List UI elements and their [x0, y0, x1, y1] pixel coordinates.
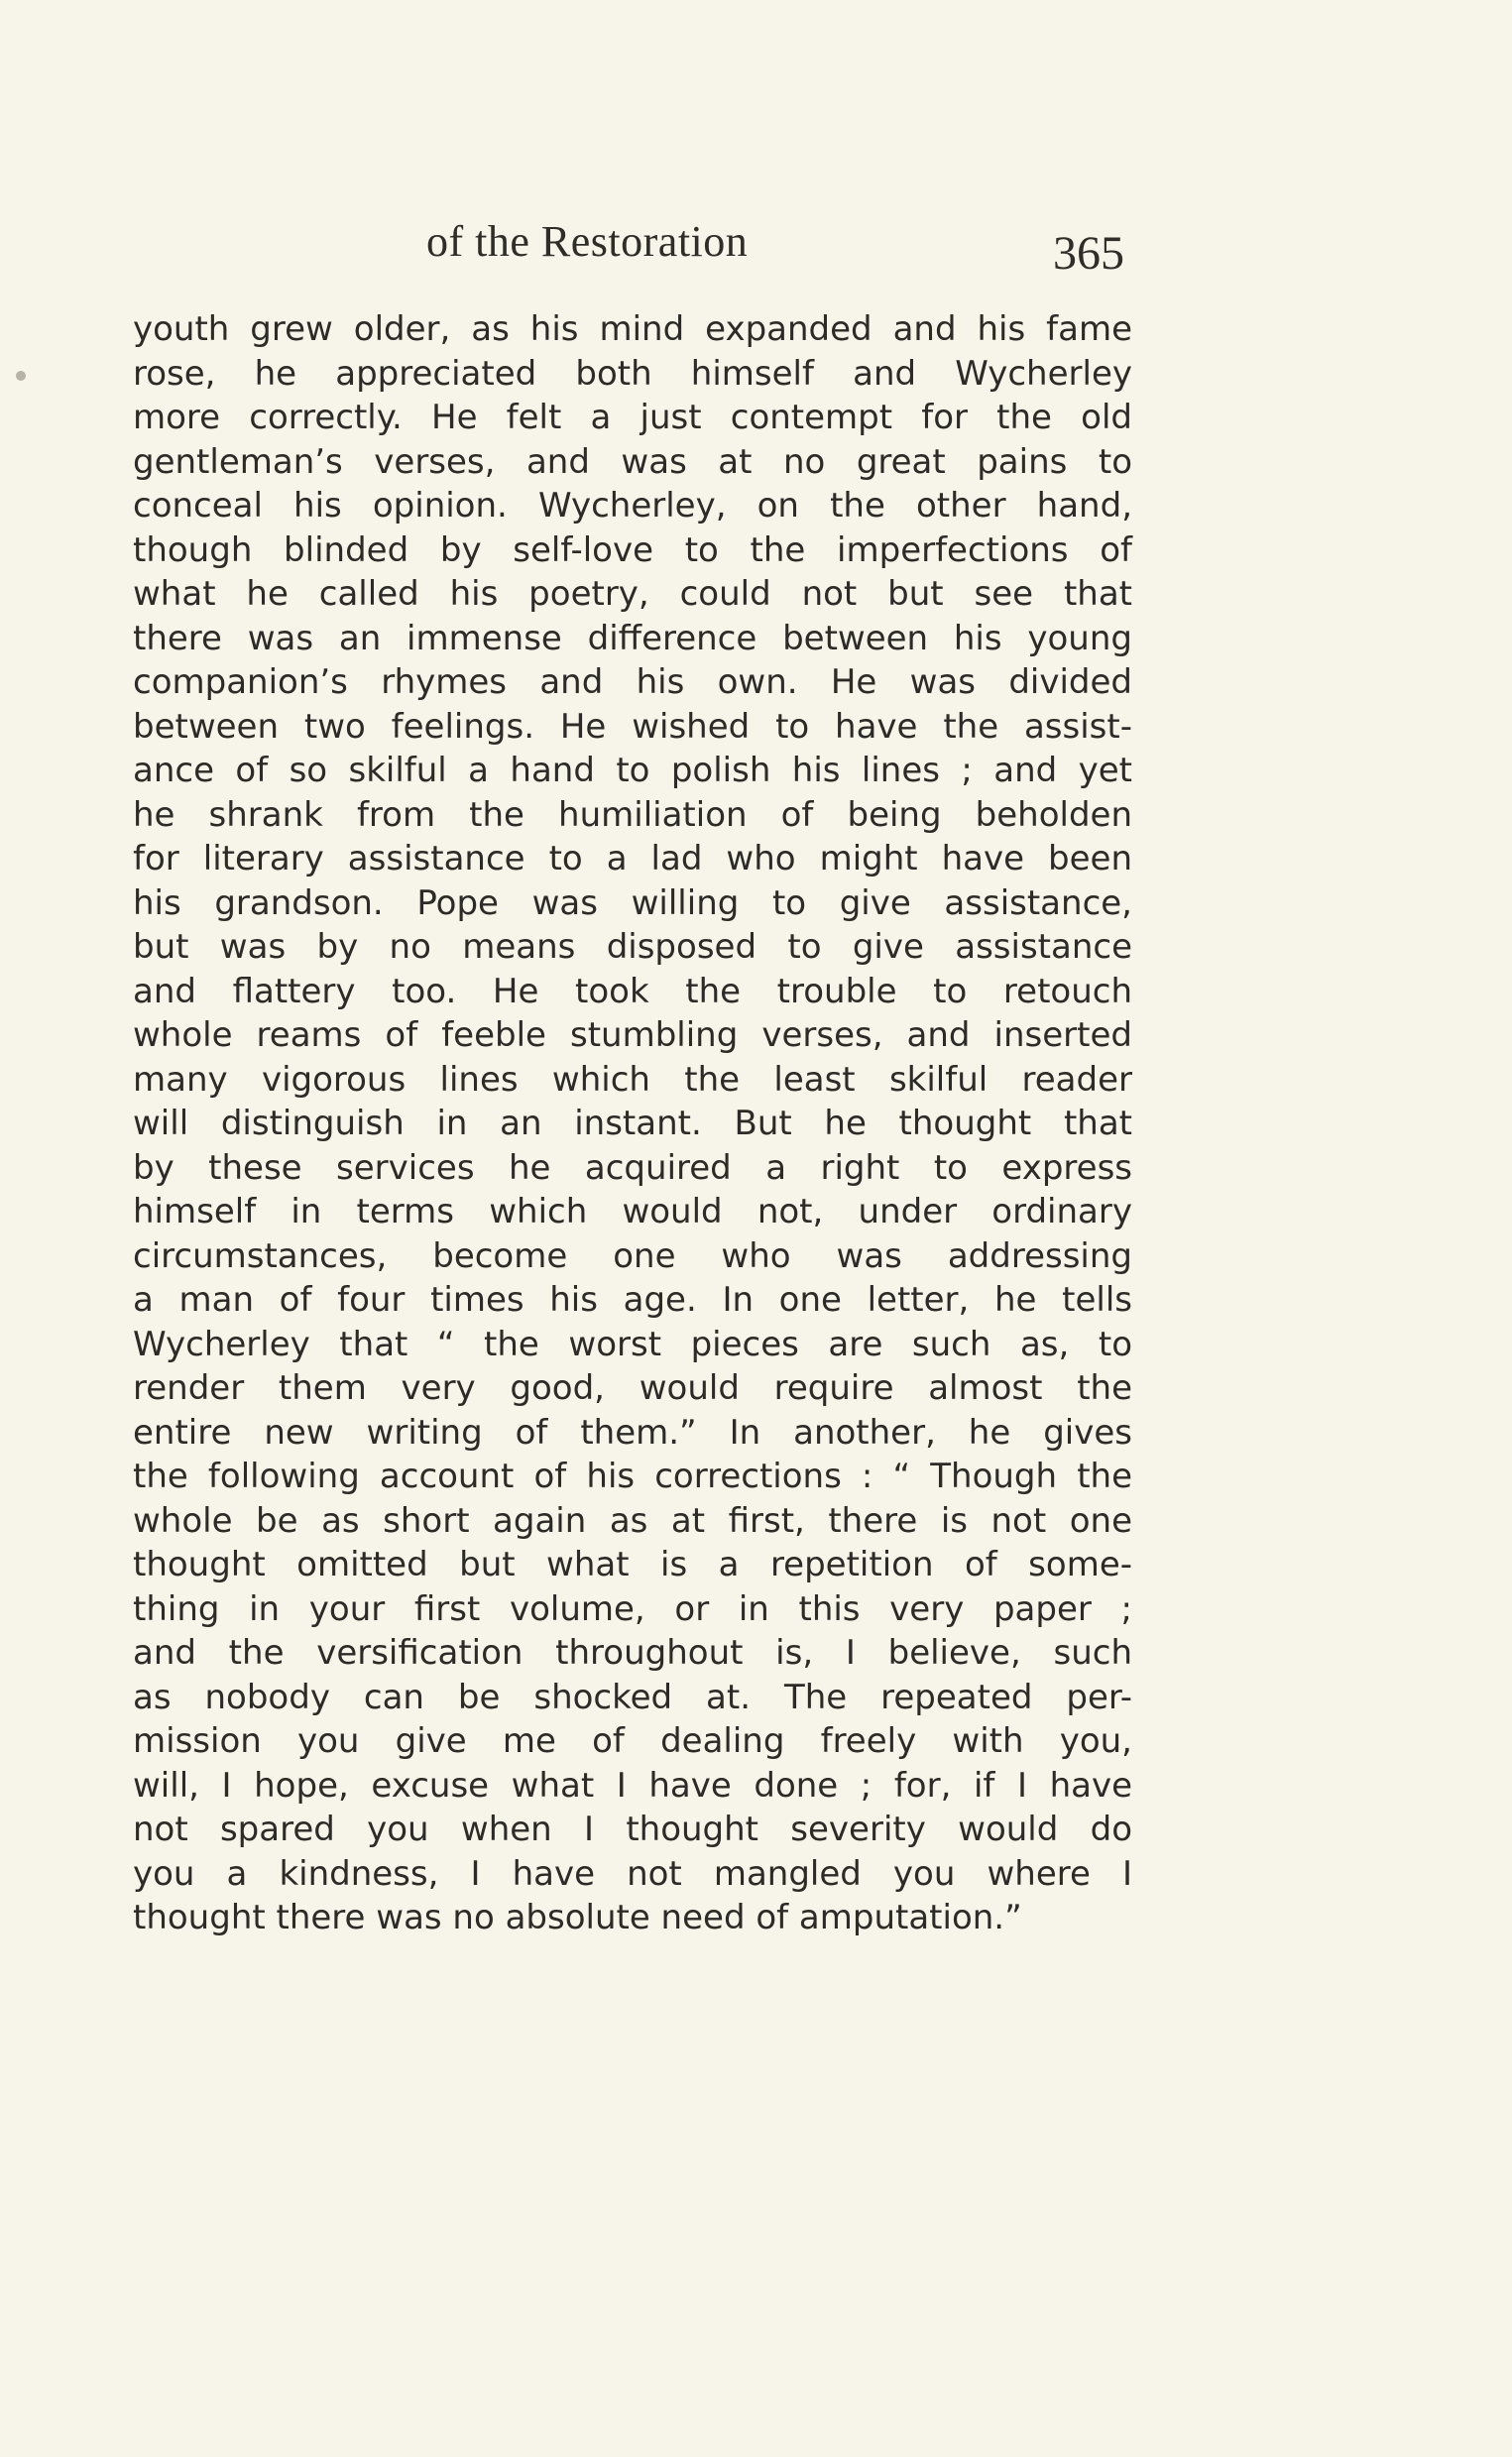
text-line: circumstances, become one who was addressing: [133, 1235, 1132, 1276]
text-line: will, I hope, excuse what I have done ; for, if I have: [133, 1765, 1132, 1806]
body-text: [133, 307, 1132, 1940]
text-line: rose, he appreciated both himself and Wycherley: [133, 353, 1132, 394]
running-title: of the Restoration: [426, 217, 749, 266]
text-line: for literary assistance to a lad who might have been: [133, 839, 1132, 878]
text-line-last: thought there was no absolute need of amputation.”: [133, 1898, 1022, 1937]
running-head: [0, 216, 1512, 280]
text-line: but was by no means disposed to give assistance: [133, 927, 1132, 967]
text-line: render them very good, would require almost the: [133, 1368, 1132, 1408]
text-line: between two feelings. He wished to have the assist-: [133, 706, 1132, 747]
text-line: thought omitted but what is a repetition of some-: [133, 1545, 1132, 1584]
text-line: will distinguish in an instant. But he thought that: [133, 1104, 1132, 1143]
page-number: 365: [1053, 227, 1124, 280]
text-line: ance of so skilful a hand to polish his lines ; and yet: [133, 751, 1132, 790]
text-line: there was an immense difference between his young: [133, 618, 1132, 658]
text-line: not spared you when I thought severity would do: [133, 1810, 1132, 1849]
text-line: whole be as short again as at first, there is not one: [133, 1500, 1132, 1541]
text-line: many vigorous lines which the least skilful reader: [133, 1059, 1132, 1100]
text-line: gentleman’s verses, and was at no great pains to: [133, 441, 1132, 482]
text-line: he shrank from the humiliation of being beholden: [133, 794, 1132, 835]
text-line: himself in terms which would not, under ordinary: [133, 1192, 1132, 1231]
text-line: youth grew older, as his mind expanded and his fame: [133, 309, 1132, 349]
text-line: a man of four times his age. In one letter, he tells: [133, 1280, 1132, 1320]
paper-speck: [16, 371, 26, 381]
text-line: more correctly. He felt a just contempt for the old: [133, 398, 1132, 437]
text-line: Wycherley that “ the worst pieces are such as, to: [133, 1324, 1132, 1364]
text-line: whole reams of feeble stumbling verses, and inserted: [133, 1015, 1132, 1055]
text-line: mission you give me of dealing freely with you,: [133, 1721, 1132, 1761]
text-line: and the versification throughout is, I believe, such: [133, 1633, 1132, 1673]
text-line: his grandson. Pope was willing to give assistance,: [133, 882, 1132, 923]
text-line: as nobody can be shocked at. The repeated per-: [133, 1677, 1132, 1717]
text-line: what he called his poetry, could not but see that: [133, 574, 1132, 614]
text-line: companion’s rhymes and his own. He was divided: [133, 662, 1132, 702]
text-line: you a kindness, I have not mangled you where I: [133, 1853, 1132, 1894]
text-line: thing in your first volume, or in this very paper ;: [133, 1588, 1132, 1629]
text-line: by these services he acquired a right to express: [133, 1147, 1132, 1188]
text-line: conceal his opinion. Wycherley, on the other hand,: [133, 486, 1132, 526]
text-line: though blinded by self-love to the imperfections of: [133, 529, 1132, 570]
text-line: and flattery too. He took the trouble to retouch: [133, 971, 1132, 1011]
text-line: entire new writing of them.” In another, he gives: [133, 1412, 1132, 1453]
text-line: the following account of his corrections : “ Though the: [133, 1457, 1132, 1496]
